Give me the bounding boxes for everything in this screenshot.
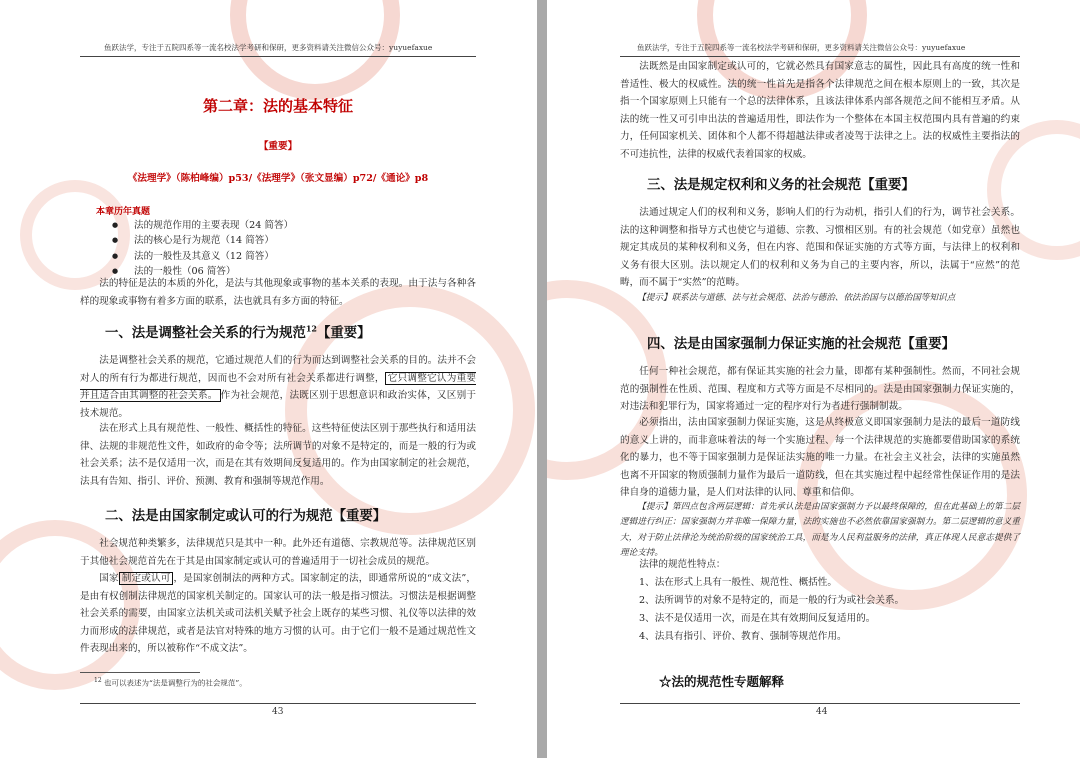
footnote-ref[interactable]: 12: [305, 323, 317, 334]
footer-rule: [80, 703, 476, 704]
paragraph-text: 必须指出，法由国家强制力保证实施，这是从终极意义即国家强制力是法的最后一道防线的意义上讲的，而非意味着法的每一个实施过程、每一个法律规范的实施都要借助国家的系统化的暴力，也不等于国家强制力是保证法实施的唯一力量。在社会主义社会，法律的实施虽然也离不开国家的物质强制力量作为最后一道防线，但在其实施过程中起经常性保证作用的是法律自身的道德力量，是人们对法律的认同、尊重和信仰。: [620, 417, 1020, 499]
paragraph-text: 法是调整社会关系的规范，它通过规范人们的行为而达到调整社会关系的目的。法并不会对人的所有行为都进行规范，因而也不会对所有社会关系都进行调整，: [80, 355, 476, 384]
section-1-heading: [105, 322, 371, 341]
section-3-note: [620, 291, 1020, 306]
importance-tag: 【重要】: [258, 141, 298, 152]
section-4-title: 四、法是由国家强制力保证实施的社会规范: [647, 336, 902, 352]
boxed-highlight: 制定或认可: [119, 572, 174, 585]
section-2-heading: [105, 505, 386, 524]
section-2-paragraph-1: [80, 535, 476, 570]
page-header: 鱼跃法学，专注于五院四系等一流名校法学考研和保研，更多资料请关注微信公众号：yuyuefaxue: [104, 43, 433, 52]
list-item: 3、法不是仅适用一次，而是在其有效期间反复适用的。: [639, 613, 876, 624]
header-rule: [80, 56, 476, 57]
intro-text: 法的特征是法的本质的外化，是法与其他现象或事物的基本关系的表现。由于法与各种各样的现象或事物有着多方面的联系，法也就具有多方面的特征。: [80, 278, 476, 307]
footnote-number: 12: [94, 677, 102, 684]
paragraph-text: 作为社会规范，法既区别于思想意识和政治实体，又区别于技术规范。: [80, 390, 477, 419]
paragraph-text: ，是国家创制法的两种方式。国家制定的法，即通常所说的“成文法”，是由有权创制法律规范的国家机关制定的。国家认可的法一般是指习惯法。习惯法是根据调整社会关系的需要，由国家立法机关或司法机关赋予社会上既存的某些习惯、礼仪等以法律的效力而形成的法律规范，或者是法官对特殊的地方习惯的认可。由于它们一般不是通过规范性文件表现出来的，所以被称作“不成文法”。: [80, 573, 477, 655]
list-item: 2、法所调节的对象不是特定的，而是一般的行为或社会关系。: [639, 595, 905, 606]
list-item: ● 法的规范作用的主要表现（24 简答）: [112, 218, 472, 233]
top-paragraph: [620, 58, 1020, 164]
exam-history-list: [112, 218, 472, 280]
paragraph-text: 法在形式上具有规范性、一般性、概括性的特征。这些特征使法区别于那些执行和适用法律、法规的非规范性文件，如政府的命令等；法所调节的对象不是特定的，而是一般的行为或社会关系；法不是仅适用一次，而是在其有效期间反复适用的。作为由国家制定的社会规范，法具有告知、指引、评价、预测、教育和强制等规范作用。: [80, 423, 476, 487]
section-3-paragraph: [620, 204, 1020, 292]
paragraph-text: 法通过规定人们的权利和义务，影响人们的行为动机，指引人们的行为，调节社会关系。法的这种调整和指导方式也使它与道德、宗教、习惯相区别。有的社会规范（如党章）虽然也规定其成员的某种权利和义务，但在内容、范围和保证实施的方式等方面，与法律上的权利和义务有很大区别。法以规定人们的权利和义务为自己的主要内容，所以，法属于“应然”的范畴，而不属于“实然”的范畴。: [620, 207, 1020, 289]
note-text: 【提示】第四点包含两层逻辑：首先承认法是由国家强制力予以最终保障的，但在此基础上的第二层逻辑进行纠正：国家强制力并非唯一保障力量，法的实施也不必然依靠国家强制力。第二层逻辑的意义重大，对于防止法律沦为统治阶级的国家统治工具，而是为人民利益服务的法律，真正体现人民意志提供了理论支持。: [620, 502, 1020, 559]
page-44: [547, 0, 1080, 758]
section-4-tag: 【重要】: [901, 336, 955, 352]
references: 《法理学》（陈柏峰编）p53/《法理学》（张文显编）p72/《通论》p8: [127, 173, 429, 184]
boxed-highlight: 它只调整它认为重要并且适合由其调整的社会关系。: [80, 372, 477, 402]
section-1-paragraph-1: [80, 352, 476, 422]
page-number: 44: [816, 707, 828, 717]
list-item: 4、法具有指引、评价、教育、强制等规范作用。: [639, 631, 847, 642]
paragraph-text: 法既然是由国家制定或认可的，它就必然具有国家意志的属性，因此具有高度的统一性和普适性、极大的权威性。法的统一性首先是指各个法律规范之间在根本原则上的一致，其次是指一个国家原则上只能有一个总的法律体系，且该法律体系内部各规范之间不能相互矛盾。从法的统一性又可引申出法的普遍适用性，即法作为一个整体在本国主权范围内具有普遍的约束力，任何国家机关、团体和个人都不得超越法律或者凌驾于法律之上。法的权威性主要指法的不可违抗性，法律的权威代表着国家的权威。: [620, 61, 1020, 160]
page-header: 鱼跃法学，专注于五院四系等一流名校法学考研和保研，更多资料请关注微信公众号：yuyuefaxue: [637, 43, 966, 52]
section-4-note: [620, 500, 1020, 562]
section-1-paragraph-2: [80, 420, 476, 490]
chapter-title: 第二章：法的基本特征: [202, 97, 353, 115]
page-number: 43: [272, 707, 284, 717]
special-topic-title: ☆法的规范性专题解释: [659, 674, 785, 689]
section-1-title: 一、法是调整社会关系的行为规范: [105, 325, 306, 341]
features-list: [639, 574, 1019, 646]
intro-paragraph: [80, 275, 476, 310]
footer-rule: [620, 703, 1020, 704]
header-rule: [620, 56, 1020, 57]
footnote-text: 也可以表述为“法是调整行为的社会规范”。: [104, 678, 247, 688]
section-4-heading: [647, 333, 955, 352]
section-2-paragraph-2: [80, 570, 476, 658]
paragraph-text: 国家: [99, 573, 119, 584]
exam-history-title: 本章历年真题: [96, 207, 151, 217]
section-1-tag: 【重要】: [317, 325, 371, 341]
footnote: [94, 677, 247, 689]
paragraph-text: 社会规范种类繁多，法律规范只是其中一种。此外还有道德、宗教规范等。法律规范区别于其他社会规范首先在于其是由国家制定或认可的普遍适用于一切社会成员的规范。: [80, 538, 476, 567]
paragraph-text: 法律的规范性特点：: [639, 559, 726, 570]
list-item: 1、法在形式上具有一般性、规范性、概括性。: [639, 577, 837, 588]
section-3-heading: [647, 174, 915, 193]
section-4-paragraph-2: [620, 414, 1020, 502]
section-4-paragraph-1: [620, 363, 1020, 416]
section-2-tag: 【重要】: [332, 508, 387, 524]
list-item: ● 法的一般性（06 简答）: [112, 264, 472, 279]
section-2-title: 二、法是由国家制定或认可的行为规范: [105, 508, 333, 524]
page-43: [0, 0, 537, 758]
note-text: 【提示】联系法与道德、法与社会规范、法治与德治、依法治国与以德治国等知识点: [637, 293, 956, 303]
paragraph-text: 任何一种社会规范，都有保证其实施的社会力量，即都有某种强制性。然而，不同社会规范的强制性在性质、范围、程度和方式等方面是不尽相同的。法是由国家强制力保证实施的，对违法和犯罪行为，国家将通过一定的程序对行为者进行强制制裁。: [620, 366, 1020, 413]
section-3-tag: 【重要】: [861, 177, 915, 193]
features-intro: [620, 556, 1020, 574]
list-item: ● 法的一般性及其意义（12 简答）: [112, 249, 472, 264]
section-3-title: 三、法是规定权利和义务的社会规范: [647, 177, 862, 193]
footnote-rule: [80, 672, 200, 673]
list-item: ● 法的核心是行为规范（14 简答）: [112, 233, 472, 248]
